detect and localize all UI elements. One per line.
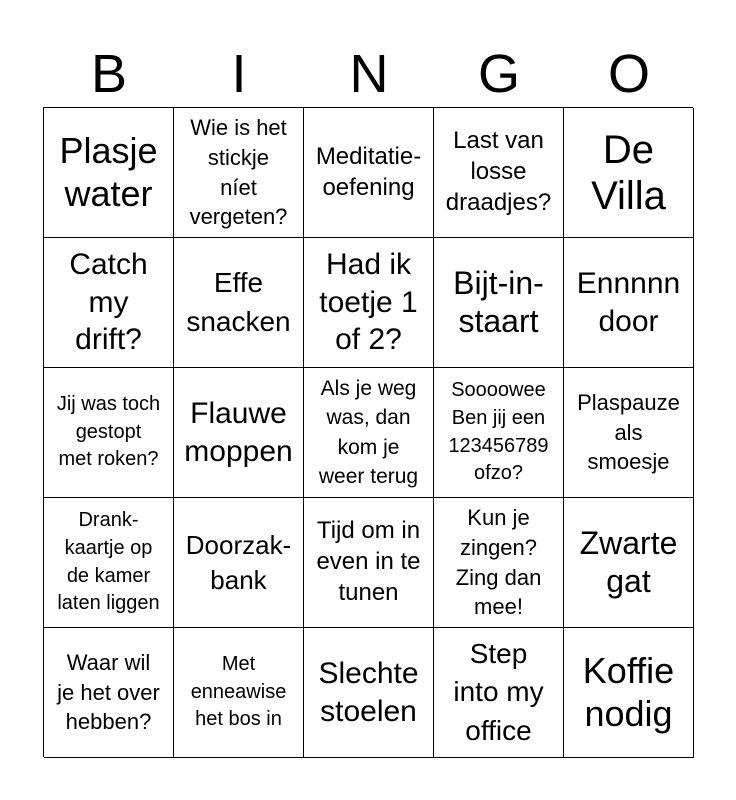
cell-text: Doorzak- bank — [185, 530, 292, 595]
bingo-cell-r3c5[interactable] — [564, 368, 694, 498]
bingo-cell-r3c3[interactable] — [304, 368, 434, 498]
bingo-cell-r2c3[interactable] — [304, 238, 434, 368]
cell-text: Koffie nodig — [582, 650, 675, 734]
cell-text: Als je weg was, dan kom je weer terug — [318, 376, 419, 488]
bingo-cell-r1c3[interactable] — [304, 108, 434, 238]
cell-text: Kun je zingen? Zing dan mee! — [455, 504, 542, 620]
bingo-cell-r3c2[interactable] — [174, 368, 304, 498]
header-letter-n: N — [349, 44, 389, 104]
bingo-cell-r4c1[interactable] — [44, 498, 174, 628]
bingo-cell-r4c5[interactable] — [564, 498, 694, 628]
bingo-cell-r5c1[interactable] — [44, 628, 174, 758]
bingo-header — [44, 40, 694, 108]
bingo-cell-r3c1[interactable] — [44, 368, 174, 498]
cell-text: Slechte stoelen — [318, 656, 419, 728]
bingo-cell-r3c4[interactable] — [434, 368, 564, 498]
bingo-cell-r2c4[interactable] — [434, 238, 564, 368]
cell-text: Plaspauze als smoesje — [577, 389, 680, 475]
cell-text: Catch my drift? — [69, 247, 148, 357]
bingo-cell-r5c5[interactable] — [564, 628, 694, 758]
bingo-cell-r1c2[interactable] — [174, 108, 304, 238]
bingo-cell-r4c3[interactable] — [304, 498, 434, 628]
cell-text: Drank- kaartje op de kamer laten liggen — [57, 509, 160, 615]
cell-text: Effe snacken — [186, 267, 291, 337]
bingo-cell-r5c3[interactable] — [304, 628, 434, 758]
bingo-cell-r2c1[interactable] — [44, 238, 174, 368]
bingo-cell-r5c2[interactable] — [174, 628, 304, 758]
cell-text: Plasje water — [59, 130, 158, 214]
header-letter-g: G — [477, 44, 520, 104]
bingo-cell-r1c5[interactable] — [564, 108, 694, 238]
header-letter-b: B — [90, 44, 128, 104]
cell-text: Meditatie- oefening — [315, 142, 422, 201]
bingo-cell-r5c4[interactable] — [434, 628, 564, 758]
bingo-cell-r4c4[interactable] — [434, 498, 564, 628]
cell-text: De Villa — [591, 127, 666, 218]
cell-text: Bijt-in- staart — [453, 264, 544, 339]
header-letter-i: I — [231, 44, 247, 104]
cell-text: Flauwe moppen — [184, 396, 293, 468]
bingo-cell-r2c2[interactable] — [174, 238, 304, 368]
cell-text: Zwarte gat — [579, 524, 678, 599]
bingo-cell-r2c5[interactable] — [564, 238, 694, 368]
cell-text: Soooowee Ben jij een 123456789 ofzo? — [448, 379, 549, 485]
cell-text: Tijd om in even in te tunen — [316, 517, 421, 606]
bingo-card-grid — [43, 107, 693, 757]
cell-text: Jij was toch gestopt met roken? — [56, 393, 161, 471]
cell-text: Step into my office — [453, 638, 544, 746]
cell-text: Waar wil je het over hebben? — [57, 649, 160, 735]
bingo-cell-r4c2[interactable] — [174, 498, 304, 628]
bingo-cell-r1c1[interactable] — [44, 108, 174, 238]
cell-text: Ennnnn door — [576, 266, 681, 338]
header-letter-o: O — [607, 44, 650, 104]
cell-text: Had ik toetje 1 of 2? — [319, 247, 418, 357]
cell-text: Met enneawise het bos in — [190, 653, 287, 731]
cell-text: Wie is het stickje níet vergeten? — [189, 114, 288, 230]
cell-text: Last van losse draadjes? — [445, 127, 552, 216]
bingo-cell-r1c4[interactable] — [434, 108, 564, 238]
